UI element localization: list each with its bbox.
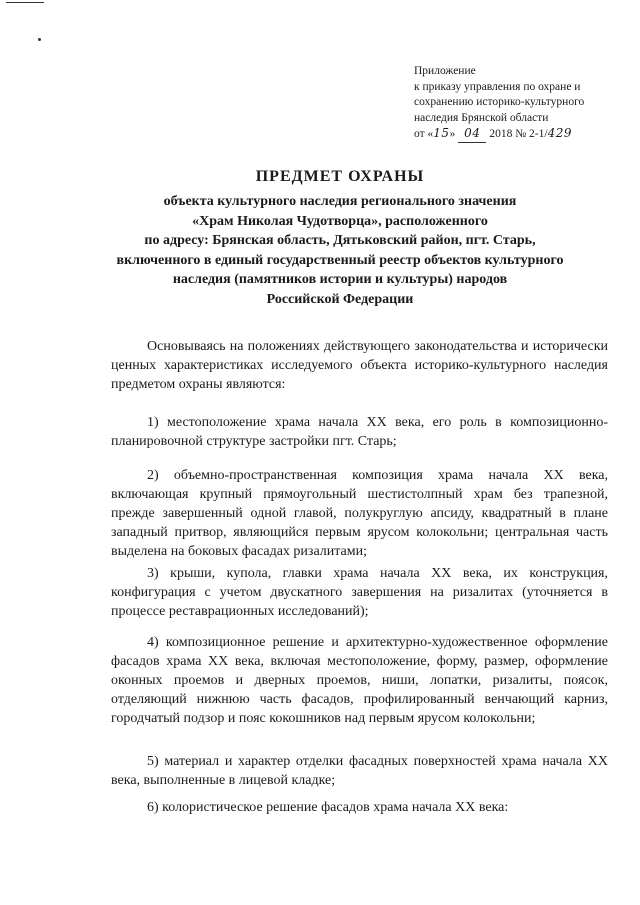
appendix-line: к приказу управления по охране и [414, 80, 581, 93]
list-item-4: 4) композиционное решение и архитектурно-художественное оформление фасадов храма XX века, включая местоположение, форму, размер, оформление оконных проемов и дверных проемов, ниши, лопатки, ризалиты, поясок, отделяющий нижнюю часть фасадов, профилированный венчающий карниз, городчатый подзор и пояс кокошников над первым ярусом колокольни; [111, 635, 608, 726]
appendix-line: наследия Брянской области [414, 111, 549, 124]
appendix-date-line [414, 126, 634, 143]
handwritten-number: 429 [547, 126, 572, 140]
list-item-3: 3) крыши, купола, главки храма начала XX века, их конструкция, конфигурация с учетом двускатного завершения на ризалитах (уточняется в процессе реставрационных исследований); [111, 566, 608, 619]
handwritten-day: 15 [433, 126, 450, 140]
list-item-5: 5) материал и характер отделки фасадных поверхностей храма начала XX века, выполненные в лицевой кладке; [111, 754, 608, 788]
appendix-line: сохранению историко-культурного [414, 96, 585, 108]
date-year: 2018 № 2-1/ [489, 128, 548, 140]
scan-artifact-dot [38, 38, 41, 41]
scan-artifact-line [6, 2, 44, 3]
appendix-line: Приложение [414, 65, 476, 77]
document-title: ПРЕДМЕТ ОХРАНЫ [255, 168, 425, 185]
list-item-6: 6) колористическое решение фасадов храма начала XX века: [147, 800, 509, 815]
handwritten-month: 04 [458, 126, 486, 143]
date-mid: » [449, 128, 456, 140]
appendix-block [414, 64, 634, 143]
title-subline: объекта культурного наследия регионального значения [163, 194, 517, 209]
list-item-2: 2) объемно-пространственная композиция храма начала XX века, включающая крупный прямоугольный шестистолпный храм без трапезной, прежде завершенный одной главой, полукруглую апсиду, квадратный в плане западный притвор, являющийся первым ярусом колокольни; центральная часть выделена на боковых фасадах ризалитами; [111, 468, 608, 559]
title-subline: «Храм Николая Чудотворца», расположенного [192, 213, 488, 229]
date-prefix: от « [414, 128, 434, 140]
title-block [40, 168, 640, 309]
intro-paragraph: Основываясь на положениях действующего законодательства и исторически ценных характеристиках исследуемого объекта историко-культурного наследия предметом охраны являются: [111, 339, 608, 392]
title-subline: по адресу: Брянская область, Дятьковский район, пгт. Старь, [144, 233, 536, 248]
title-subline: наследия (памятников истории и культуры) народов [172, 272, 508, 287]
title-subline: включенного в единый государственный реестр объектов культурного [116, 252, 564, 268]
title-subline: Российской Федерации [266, 291, 414, 307]
list-item-1: 1) местоположение храма начала XX века, его роль в композиционно-планировочной структуре застройки пгт. Старь; [111, 415, 608, 449]
